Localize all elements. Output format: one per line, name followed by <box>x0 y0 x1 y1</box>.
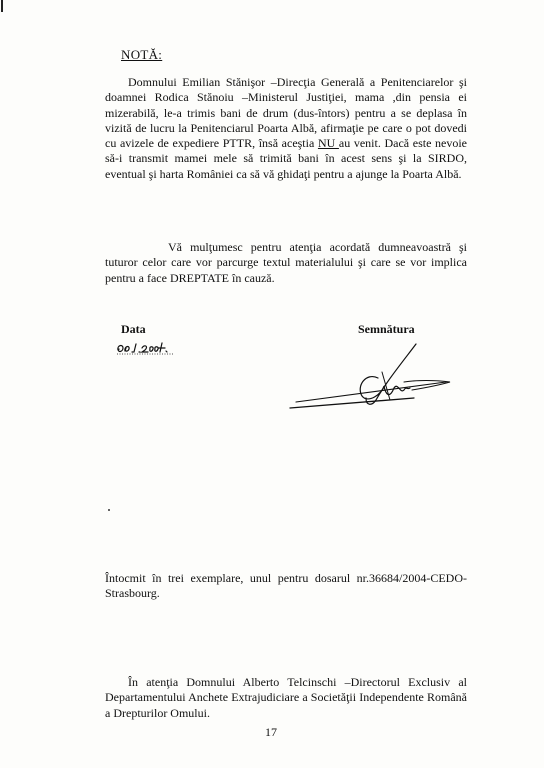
paragraph-thanks-text: Vă mulţumesc pentru atenţia acordată dumneavoastră şi tuturor celor care vor parcurge textul materialului şi care se vor implica pentru a face DREPTATE în cauză. <box>105 240 467 285</box>
paragraph-note-text-end: au venit. Dacă este nevoie să-i transmit mamei mele să trimită bani în acest sens şi la SIRDO, eventual şi harta României ca să vă ghidaţi pentru a ajunge la Poarta Albă. <box>105 136 468 181</box>
date-label: Data <box>121 322 146 336</box>
paragraph-attention-text: În atenţia Domnului Alberto Telcinschi –Directorul Exclusiv al Departamentului Anchete Extrajudiciare a Societăţii Independente Română a Drepturilor Omului. <box>105 675 467 720</box>
page-number: 17 <box>265 725 277 739</box>
document-title: NOTĂ: <box>121 47 163 62</box>
page-edge-mark <box>1 0 3 12</box>
paragraph-thanks <box>105 240 467 286</box>
paragraph-note-text: Domnului Emilian Stănişor –Direcţia Generală a Penitenciarelor şi doamnei Rodica Stănoiu –Ministerul Justiţiei, mama ,din pensia ei mizerabilă, le-a trimis bani de drum (dus-întors) pentru a se deplasa în vizită de lucru la Penitenciarul Poarta Albă, afirmaţie pe care o pot dovedi cu avizele de expediere PTTR, însă aceştia <box>105 75 467 151</box>
paragraph-note <box>105 75 467 182</box>
handwritten-date <box>115 335 177 357</box>
paragraph-attention <box>105 675 467 721</box>
stray-dot <box>108 509 110 511</box>
signature-label: Semnătura <box>358 322 415 336</box>
paragraph-copies: Întocmit în trei exemplare, unul pentru dosarul nr.36684/2004-CEDO-Strasbourg. <box>105 571 467 601</box>
handwritten-signature <box>286 342 456 414</box>
emphasis-nu: NU <box>317 136 339 151</box>
